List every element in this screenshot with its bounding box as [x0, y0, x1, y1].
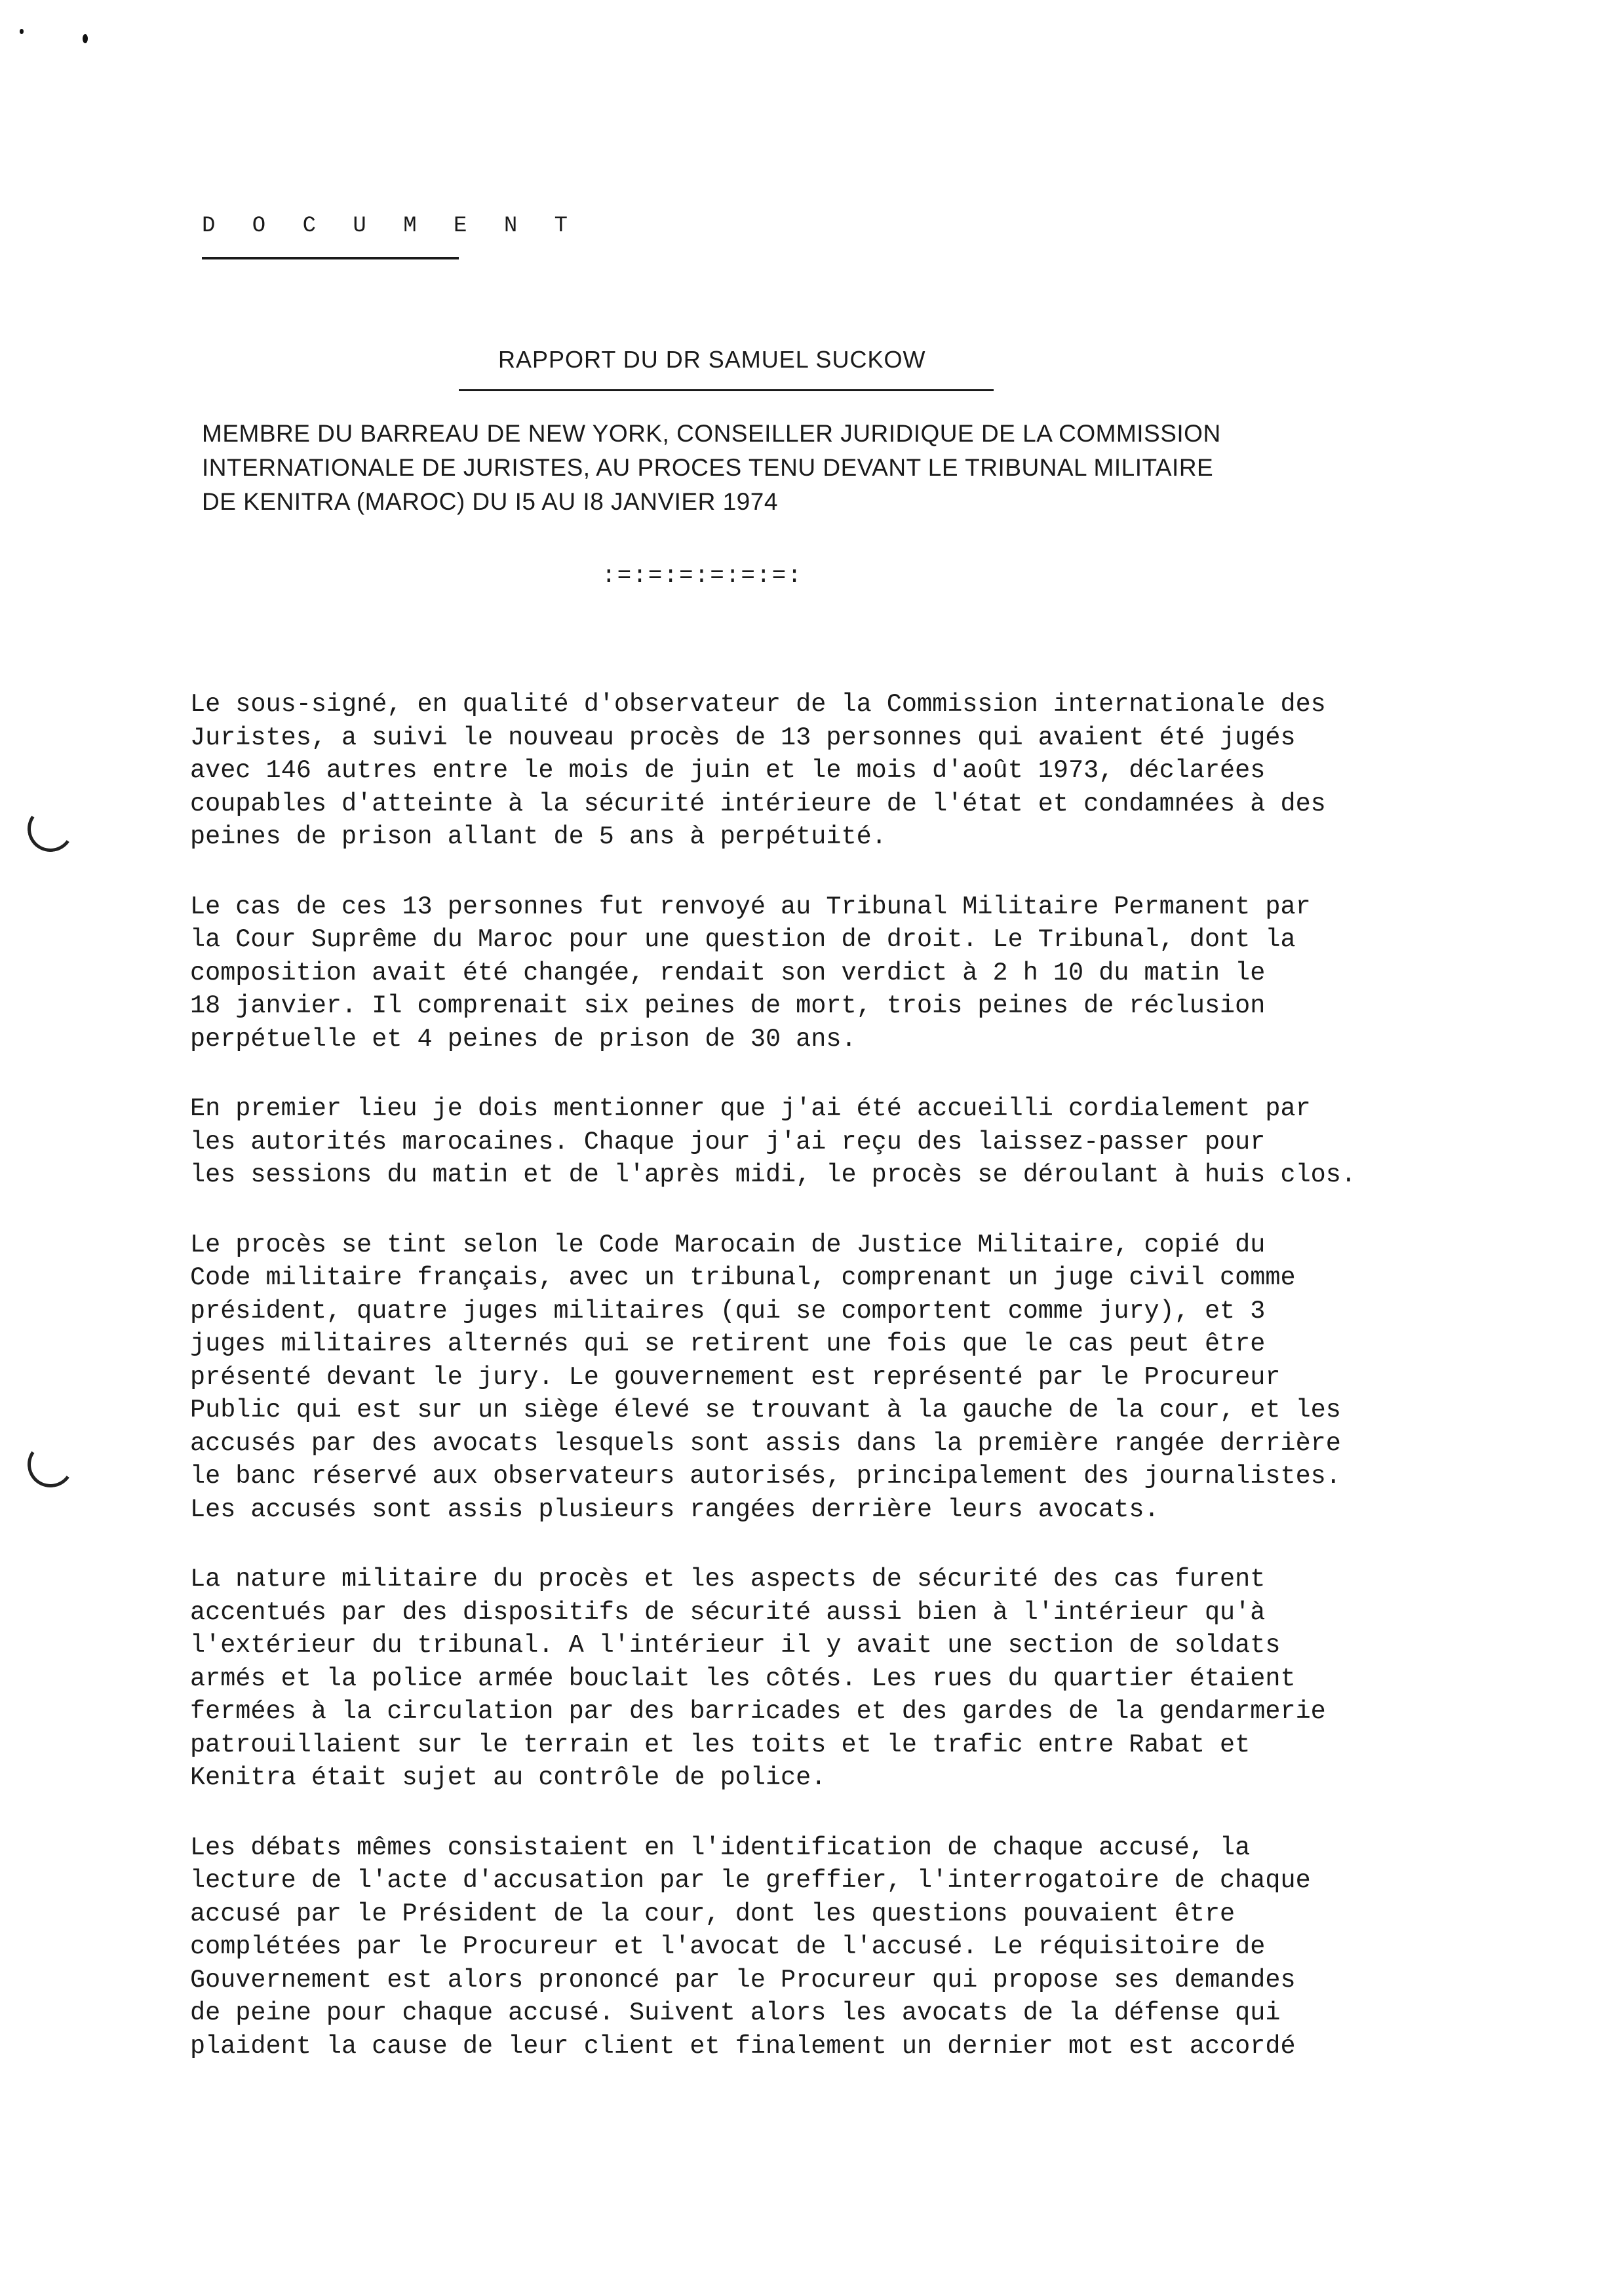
subtitle-line: DE KENITRA (MAROC) DU I5 AU I8 JANVIER 1974 [202, 488, 778, 515]
text-line: Le procès se tint selon le Code Marocain de Justice Militaire, copié du [190, 1230, 1266, 1259]
text-line: juges militaires alternés qui se retirent une fois que le cas peut être [190, 1330, 1266, 1358]
report-subtitle [202, 417, 1447, 519]
text-line: les sessions du matin et de l'après midi, le procès se déroulant à huis clos. [190, 1160, 1356, 1189]
text-line: Gouvernement est alors prononcé par le Procureur qui propose ses demandes [190, 1965, 1296, 1995]
document-label-underline [202, 257, 459, 259]
report-body [190, 688, 1475, 2099]
text-line: Kenitra était sujet au contrôle de police. [190, 1763, 827, 1792]
text-line: 18 janvier. Il comprenait six peines de mort, trois peines de réclusion [190, 991, 1266, 1020]
punch-hole-mark [24, 1438, 77, 1491]
text-line: coupables d'atteinte à la sécurité intérieure de l'état et condamnées à des [190, 789, 1326, 818]
text-line: complétées par le Procureur et l'avocat de l'accusé. Le réquisitoire de [190, 1932, 1266, 1961]
text-line: la Cour Suprême du Maroc pour une question de droit. Le Tribunal, dont la [190, 925, 1296, 954]
text-line: Juristes, a suivi le nouveau procès de 13 personnes qui avaient été jugés [190, 723, 1296, 752]
subtitle-line: MEMBRE DU BARREAU DE NEW YORK, CONSEILLER JURIDIQUE DE LA COMMISSION [202, 420, 1221, 447]
text-line: présenté devant le jury. Le gouvernement est représenté par le Procureur [190, 1362, 1281, 1392]
text-line: Le sous-signé, en qualité d'observateur de la Commission internationale des [190, 690, 1326, 719]
scan-speck [20, 29, 24, 34]
text-line: composition avait été changée, rendait son verdict à 2 h 10 du matin le [190, 958, 1266, 987]
paragraph-observer-intro [190, 688, 1475, 854]
text-line: fermées à la circulation par des barricades et des gardes de la gendarmerie [190, 1697, 1326, 1726]
section-separator: :=:=:=:=:=:=: [602, 562, 803, 589]
text-line: avec 146 autres entre le mois de juin et le mois d'août 1973, déclarées [190, 756, 1266, 785]
text-line: Les débats mêmes consistaient en l'identification de chaque accusé, la [190, 1833, 1251, 1862]
subtitle-line: INTERNATIONALE DE JURISTES, AU PROCES TENU DEVANT LE TRIBUNAL MILITAIRE [202, 454, 1214, 481]
text-line: accusés par des avocats lesquels sont assis dans la première rangée derrière [190, 1428, 1341, 1458]
report-title: RAPPORT DU DR SAMUEL SUCKOW [498, 346, 926, 373]
scan-speck [83, 34, 88, 43]
text-line: Code militaire français, avec un tribunal, comprenant un juge civil comme [190, 1263, 1296, 1292]
text-line: l'extérieur du tribunal. A l'intérieur il y avait une section de soldats [190, 1631, 1281, 1660]
text-line: président, quatre juges militaires (qui se comportent comme jury), et 3 [190, 1296, 1266, 1326]
paragraph-verdict [190, 890, 1475, 1056]
text-line: accusé par le Président de la cour, dont les questions pouvaient être [190, 1899, 1236, 1928]
text-line: En premier lieu je dois mentionner que j'ai été accueilli cordialement par [190, 1094, 1311, 1123]
text-line: perpétuelle et 4 peines de prison de 30 ans. [190, 1024, 857, 1054]
paragraph-court-composition [190, 1229, 1475, 1527]
text-line: peines de prison allant de 5 ans à perpétuité. [190, 822, 887, 851]
text-line: de peine pour chaque accusé. Suivent alors les avocats de la défense qui [190, 1999, 1281, 2027]
document-label: D O C U M E N T [202, 214, 580, 239]
report-title-underline [459, 389, 994, 391]
text-line: patrouillaient sur le terrain et les toits et le trafic entre Rabat et [190, 1730, 1251, 1759]
paragraph-proceedings [190, 1831, 1475, 2063]
text-line: lecture de l'acte d'accusation par le greffier, l'interrogatoire de chaque [190, 1866, 1311, 1895]
text-line: armés et la police armée bouclait les côtés. Les rues du quartier étaient [190, 1664, 1296, 1693]
text-line: le banc réservé aux observateurs autorisés, principalement des journalistes. [190, 1462, 1341, 1491]
text-line: plaident la cause de leur client et finalement un dernier mot est accordé [190, 2031, 1296, 2061]
text-line: Public qui est sur un siège élevé se trouvant à la gauche de la cour, et les [190, 1396, 1341, 1425]
punch-hole-mark [24, 802, 77, 855]
text-line: accentués par des dispositifs de sécurité aussi bien à l'intérieur qu'à [190, 1598, 1266, 1627]
text-line: Les accusés sont assis plusieurs rangées derrière leurs avocats. [190, 1495, 1159, 1524]
text-line: les autorités marocaines. Chaque jour j'ai reçu des laissez-passer pour [190, 1127, 1266, 1157]
paragraph-reception [190, 1092, 1475, 1192]
text-line: La nature militaire du procès et les aspects de sécurité des cas furent [190, 1565, 1266, 1594]
text-line: Le cas de ces 13 personnes fut renvoyé au Tribunal Militaire Permanent par [190, 892, 1311, 921]
paragraph-security [190, 1563, 1475, 1795]
